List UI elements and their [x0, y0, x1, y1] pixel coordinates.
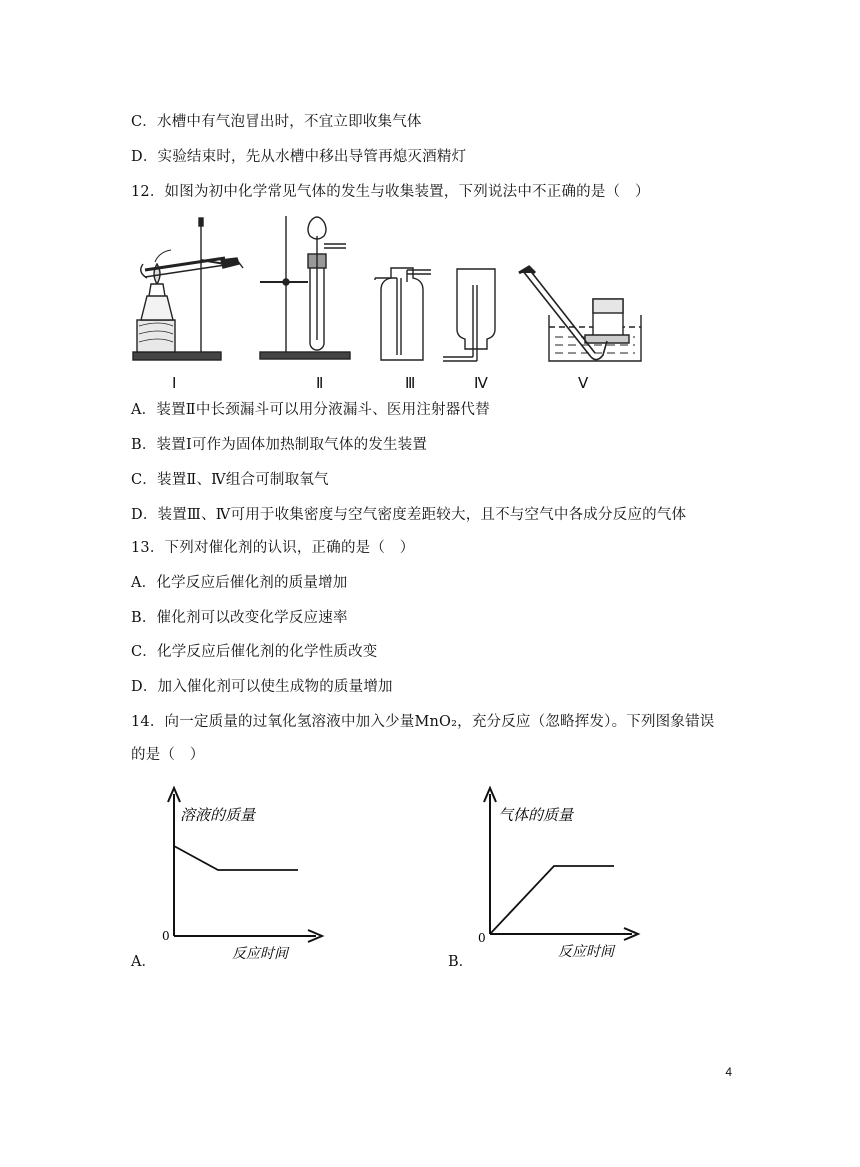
apparatus-label-3: Ⅲ: [405, 376, 416, 392]
graph-a: [160, 780, 335, 965]
graph-b-ylabel: 气体的质量: [498, 806, 574, 824]
q12-stem: 12．如图为初中化学常见气体的发生与收集装置，下列说法中不正确的是（ ）: [131, 184, 650, 200]
apparatus-1: [133, 218, 243, 360]
graph-a-option: A．: [131, 954, 156, 970]
q12-option-b: B．装置Ⅰ可作为固体加热制取气体的发生装置: [131, 437, 428, 453]
q13-option-c: C．化学反应后催化剂的化学性质改变: [131, 644, 378, 660]
graph-b-xlabel: 反应时间: [558, 944, 614, 960]
graph-b-origin: 0: [478, 931, 486, 945]
apparatus-label-1: Ⅰ: [172, 376, 177, 392]
q13-option-d: D．加入催化剂可以使生成物的质量增加: [131, 679, 393, 695]
q12-option-a: A．装置Ⅱ中长颈漏斗可以用分液漏斗、医用注射器代替: [131, 402, 490, 418]
graph-a-xlabel: 反应时间: [232, 946, 288, 962]
q13-stem: 13．下列对催化剂的认识，正确的是（ ）: [131, 540, 415, 556]
apparatus-figure: [125, 210, 655, 370]
graph-b-option: B．: [448, 954, 474, 970]
apparatus-label-5: Ⅴ: [578, 376, 589, 392]
q11-option-d: D．实验结束时，先从水槽中移出导管再熄灭酒精灯: [131, 149, 467, 165]
q11-option-c: C．水槽中有气泡冒出时，不宜立即收集气体: [131, 114, 422, 130]
q13-option-a: A．化学反应后催化剂的质量增加: [131, 575, 348, 591]
apparatus-4: [443, 269, 495, 361]
q13-option-b: B．催化剂可以改变化学反应速率: [131, 610, 348, 626]
graph-a-origin: 0: [162, 929, 170, 943]
apparatus-3: [375, 268, 431, 360]
apparatus-label-4: Ⅳ: [474, 376, 488, 392]
graph-a-ylabel: 溶液的质量: [180, 806, 256, 824]
apparatus-5: [519, 267, 641, 361]
page-number: 4: [725, 1065, 732, 1079]
q12-option-c: C．装置Ⅱ、Ⅳ组合可制取氧气: [131, 472, 329, 488]
apparatus-2: [260, 216, 350, 359]
apparatus-label-2: Ⅱ: [316, 376, 324, 392]
q14-stem-cont: 的是（ ）: [131, 747, 205, 763]
q14-stem: 14．向一定质量的过氧化氢溶液中加入少量MnO₂，充分反应（忽略挥发）。下列图象错误: [131, 714, 715, 730]
graph-b: [476, 780, 651, 965]
q12-option-d: D．装置Ⅲ、Ⅳ可用于收集密度与空气密度差距较大，且不与空气中各成分反应的气体: [131, 507, 687, 523]
